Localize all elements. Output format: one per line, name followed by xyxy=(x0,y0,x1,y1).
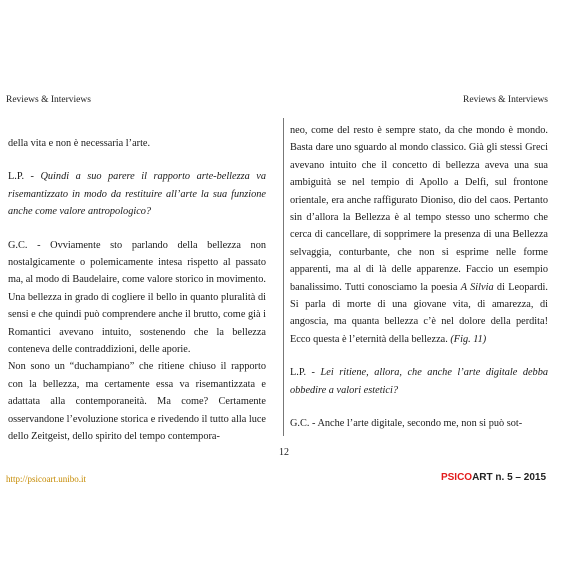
question-paragraph xyxy=(8,168,266,220)
page-number: 12 xyxy=(279,447,289,458)
paragraph: Non sono un “duchampiano” che ritiene chiuso il rapporto con la bellezza, ma certamente essa va risemantizzata e adattata alla contemporaneità. Ma come? Certamente osservandone l’evoluzione storica e rivedendo il tutto alla luce dello Zeitgeist, dello spirito del tempo contempora- xyxy=(8,361,266,443)
footer-link[interactable]: http://psicoart.unibo.it xyxy=(6,474,86,484)
paragraph xyxy=(290,122,548,348)
brand-accent: PSICO xyxy=(440,472,473,483)
column-divider xyxy=(283,118,284,436)
paragraph: della vita e non è necessaria l’arte. xyxy=(8,138,151,149)
question-text: Quindi a suo parere il rapporto arte-bellezza va risemantizzato in modo da restituire all’arte la sua funzione anche come valore antropologico? xyxy=(8,171,266,218)
header-left: Reviews & Interviews xyxy=(6,95,91,105)
speaker-label: L.P. - xyxy=(8,171,41,183)
left-column xyxy=(8,135,266,446)
paragraph-text: di Leopardi. Si parla di morte di una giovane vita, di amarezza, di angoscia, ma quanta bellezza c’è nel dolore della perdita! Ecco questa è l’eternità della bellezza. xyxy=(290,281,548,345)
speaker-label: L.P. - xyxy=(290,367,321,379)
poem-title: A Silvia xyxy=(460,281,494,293)
question-paragraph xyxy=(290,364,548,399)
paragraph-text: neo, come del resto è sempre stato, da che mondo è mondo. Basta dare uno sguardo al mondo classico. Già gli stessi Greci avevano intuito che il concetto di bellezza aveva una sua ambiguità se nel tempio di Apollo a Delfi, sul frontone orientale, era anche raffigurato Dioniso, dio del caos. Pertanto sin d’allora la Bellezza è al tempo stesso uno schermo che cerca di cancellare, di sopprimere la presenza di una Bellezza selvaggia, conturbante, che non si esprime nelle forme apparenti, ma al di là delle apparenze. Faccio un esempio banalissimo. Tutti conosciamo la poesia xyxy=(290,125,548,293)
answer-paragraph: G.C. - Ovviamente sto parlando della bellezza non nostalgicamente o polemicamente intesa rispetto al passato ma, al modo di Baudelaire, come valore storico in movimento. Una bellezza in grado di cogliere il bello in quanto pluralità di sensi e che quindi può comprendere anche il brutto, come già i Romantici avevano intuito, sostenendo che la bellezza conteneva delle contraddizioni, delle aporie. xyxy=(8,239,266,356)
answer-paragraph: G.C. - Anche l’arte digitale, secondo me, non si può sot- xyxy=(290,418,523,430)
figure-reference: (Fig. 11) xyxy=(450,333,487,345)
header-right: Reviews & Interviews xyxy=(463,95,548,105)
brand-rest: ART n. 5 – 2015 xyxy=(472,472,546,483)
journal-issue xyxy=(441,472,546,483)
right-column xyxy=(290,122,548,433)
question-text: Lei ritiene, allora, che anche l’arte digitale debba obbedire a valori estetici? xyxy=(290,367,548,396)
